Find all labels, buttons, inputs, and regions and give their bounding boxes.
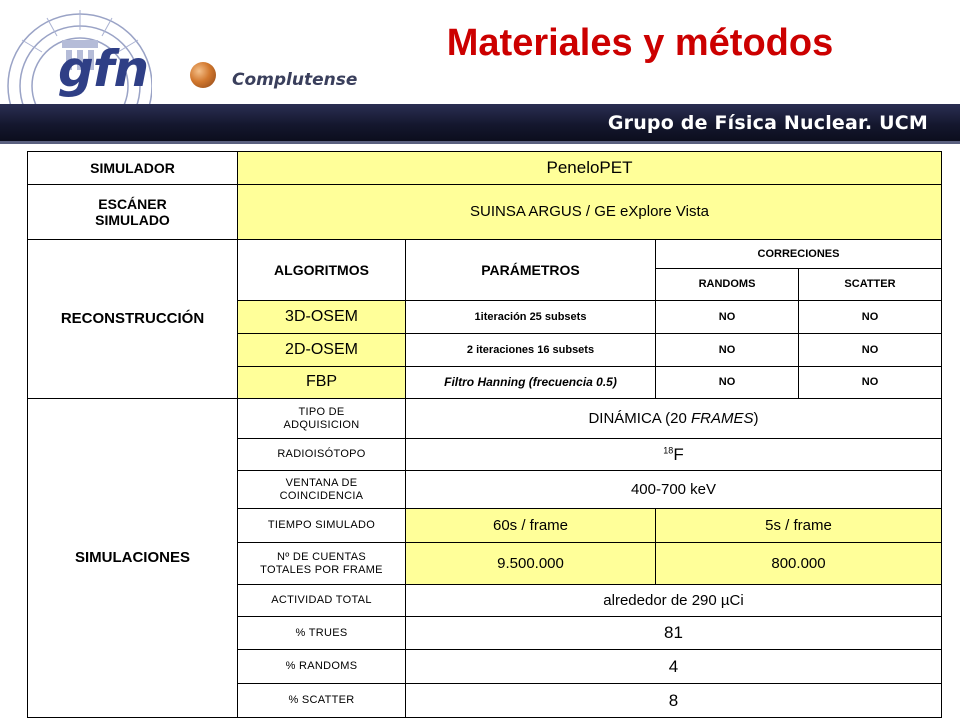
- cuentas-label-line2: TOTALES POR FRAME: [260, 563, 383, 576]
- table-row: [28, 399, 942, 439]
- randoms-pct-label: % RANDOMS: [238, 650, 406, 684]
- escaner-label-line2: SIMULADO: [95, 212, 170, 228]
- tipo-label-line1: TIPO DE: [298, 405, 345, 418]
- tipo-value-post: ): [753, 409, 759, 427]
- logo-ball-icon: [190, 62, 216, 88]
- cuentas-value-b: 800.000: [656, 543, 942, 585]
- trues-value: 81: [406, 617, 942, 650]
- group-banner: [0, 104, 960, 142]
- randoms-header: RANDOMS: [656, 269, 799, 301]
- tipo-label-line2: ADQUISICION: [283, 418, 360, 431]
- table-row: [28, 185, 942, 240]
- tiempo-value-b: 5s / frame: [656, 509, 942, 543]
- parametros-cell: Filtro Hanning (frecuencia 0.5): [406, 367, 656, 399]
- slide-header: [0, 0, 960, 148]
- tiempo-label: TIEMPO SIMULADO: [238, 509, 406, 543]
- parametros-cell: 1iteración 25 subsets: [406, 301, 656, 334]
- radioisotopo-label: RADIOISÓTOPO: [238, 439, 406, 471]
- scatter-cell: NO: [799, 334, 942, 367]
- tiempo-value-a: 60s / frame: [406, 509, 656, 543]
- actividad-label: ACTIVIDAD TOTAL: [238, 585, 406, 617]
- randoms-cell: NO: [656, 301, 799, 334]
- reconstruccion-label: RECONSTRUCCIÓN: [28, 240, 238, 399]
- actividad-value: alrededor de 290 µCi: [406, 585, 942, 617]
- correcciones-header: CORRECIONES: [656, 240, 942, 269]
- ventana-value: 400-700 keV: [406, 471, 942, 509]
- page-title: Materiales y métodos: [446, 22, 834, 64]
- table-row: [28, 240, 942, 269]
- ventana-label: [238, 471, 406, 509]
- simulador-value: PeneloPET: [238, 152, 942, 185]
- banner-text: Grupo de Física Nuclear. UCM: [607, 112, 928, 134]
- table-row: [28, 152, 942, 185]
- randoms-cell: NO: [656, 334, 799, 367]
- cuentas-value-a: 9.500.000: [406, 543, 656, 585]
- cuentas-label: [238, 543, 406, 585]
- radioisotopo-value: [406, 439, 942, 471]
- scatter-pct-value: 8: [406, 684, 942, 718]
- randoms-pct-value: 4: [406, 650, 942, 684]
- algoritmos-header: ALGORITMOS: [238, 240, 406, 301]
- tipo-label: [238, 399, 406, 439]
- gfn-logo: gfn: [58, 40, 149, 98]
- algoritmo-cell: FBP: [238, 367, 406, 399]
- parametros-cell: 2 iteraciones 16 subsets: [406, 334, 656, 367]
- tipo-value-pre: DINÁMICA (20: [588, 409, 691, 427]
- scatter-pct-label: % SCATTER: [238, 684, 406, 718]
- banner-divider: [0, 141, 960, 144]
- escaner-label: [28, 185, 238, 240]
- ventana-label-line2: COINCIDENCIA: [279, 489, 364, 502]
- ventana-label-line1: VENTANA DE: [285, 476, 358, 489]
- radioisotopo-mass-number: 18: [663, 445, 674, 456]
- complutense-logo-text: Complutense: [232, 70, 358, 90]
- tipo-value: [406, 399, 942, 439]
- tipo-value-italic: FRAMES: [691, 409, 754, 427]
- scatter-header: SCATTER: [799, 269, 942, 301]
- escaner-value: SUINSA ARGUS / GE eXplore Vista: [238, 185, 942, 240]
- trues-label: % TRUES: [238, 617, 406, 650]
- randoms-cell: NO: [656, 367, 799, 399]
- escaner-label-line1: ESCÁNER: [98, 195, 167, 212]
- simulaciones-label: SIMULACIONES: [28, 399, 238, 718]
- scatter-cell: NO: [799, 301, 942, 334]
- algoritmo-cell: 2D-OSEM: [238, 334, 406, 367]
- methods-table: [27, 151, 942, 718]
- parametros-header: PARÁMETROS: [406, 240, 656, 301]
- cuentas-label-line1: Nº DE CUENTAS: [277, 550, 366, 563]
- scatter-cell: NO: [799, 367, 942, 399]
- algoritmo-cell: 3D-OSEM: [238, 301, 406, 334]
- simulador-label: SIMULADOR: [28, 152, 238, 185]
- radioisotopo-element: F: [673, 444, 684, 464]
